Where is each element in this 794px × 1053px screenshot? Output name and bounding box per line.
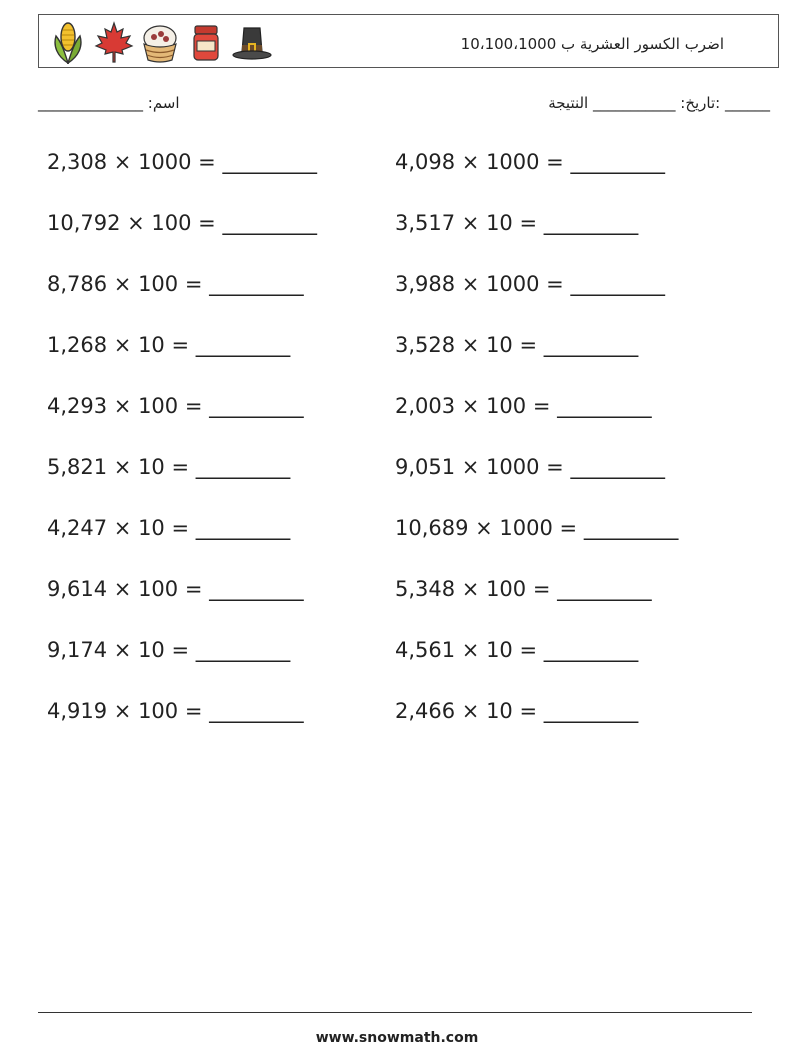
problem-right-8: 5,348 × 100 = _________ <box>395 577 652 601</box>
problem-left-8: 9,614 × 100 = _________ <box>47 577 304 601</box>
problem-right-4: 3,528 × 10 = _________ <box>395 333 639 357</box>
problem-left-10: 4,919 × 100 = _________ <box>47 699 304 723</box>
problem-left-3: 8,786 × 100 = _________ <box>47 272 304 296</box>
problem-left-7: 4,247 × 10 = _________ <box>47 516 291 540</box>
problem-right-7: 10,689 × 1000 = _________ <box>395 516 679 540</box>
problem-right-5: 2,003 × 100 = _________ <box>395 394 652 418</box>
problem-left-2: 10,792 × 100 = _________ <box>47 211 317 235</box>
problem-left-9: 9,174 × 10 = _________ <box>47 638 291 662</box>
problem-right-10: 2,466 × 10 = _________ <box>395 699 639 723</box>
worksheet-title: اضرب الكسور العشرية ب 10،100،1000 <box>460 35 724 53</box>
date-score-field: ______ :تاريخ: ___________ النتيجة <box>548 94 770 112</box>
problem-right-1: 4,098 × 1000 = _________ <box>395 150 665 174</box>
name-field: ______________ :اسم <box>38 94 180 112</box>
problem-right-9: 4,561 × 10 = _________ <box>395 638 639 662</box>
problem-left-1: 2,308 × 1000 = _________ <box>47 150 317 174</box>
footer-divider <box>38 1012 752 1013</box>
problem-right-6: 9,051 × 1000 = _________ <box>395 455 665 479</box>
problem-right-3: 3,988 × 1000 = _________ <box>395 272 665 296</box>
problem-right-2: 3,517 × 10 = _________ <box>395 211 639 235</box>
footer-site: www.snowmath.com <box>315 1030 479 1046</box>
problem-left-4: 1,268 × 10 = _________ <box>47 333 291 357</box>
problem-left-5: 4,293 × 100 = _________ <box>47 394 304 418</box>
problem-left-6: 5,821 × 10 = _________ <box>47 455 291 479</box>
